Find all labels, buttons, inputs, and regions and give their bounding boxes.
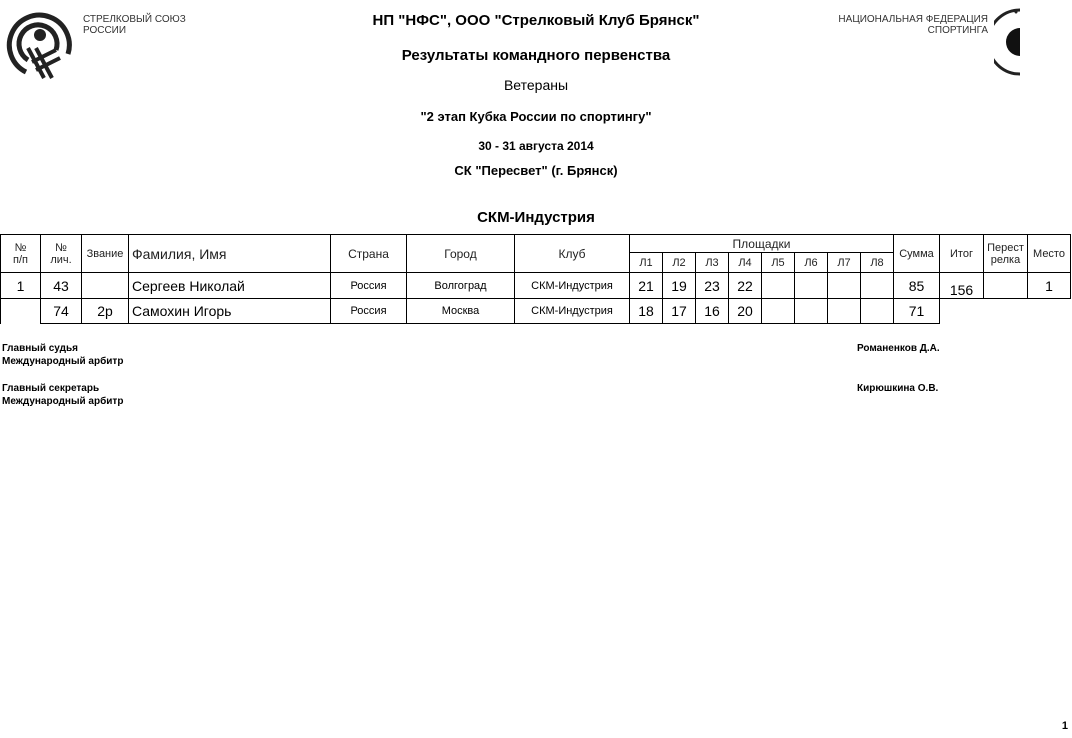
chief-judge-role: Главный судья (2, 343, 78, 354)
row-club: СКМ-Индустрия (515, 273, 630, 299)
event-name: "2 этап Кубка России по спортингу" (420, 109, 652, 124)
row-city: Москва (407, 299, 515, 324)
row-score (861, 273, 894, 299)
row-score (762, 273, 795, 299)
col-header-name: Фамилия, Имя (129, 235, 331, 273)
page-number: 1 (1061, 720, 1068, 732)
row-club: СКМ-Индустрия (515, 299, 630, 324)
col-header-shootoff (984, 235, 1028, 273)
row-score: 18 (630, 299, 663, 324)
org-left-line2: РОССИИ (83, 25, 127, 36)
col-shootoff-line2: релка (990, 253, 1021, 266)
row-license: 43 (41, 273, 82, 299)
results-table (0, 234, 1071, 324)
chief-secretary-block (2, 382, 123, 408)
org-right-line2: СПОРТИНГА (927, 25, 988, 36)
col-header-club: Клуб (515, 235, 630, 273)
row-score: 17 (663, 299, 696, 324)
row-name: Самохин Игорь (129, 299, 331, 324)
col-header-country: Страна (331, 235, 407, 273)
col-shootoff-line1: Перест (987, 241, 1024, 254)
site-header: Л1 (630, 253, 663, 273)
site-header: Л4 (729, 253, 762, 273)
site-header: Л2 (663, 253, 696, 273)
chief-secretary-title: Международный арбитр (2, 396, 124, 407)
site-header: Л6 (795, 253, 828, 273)
row-score: 22 (729, 273, 762, 299)
row-score (861, 299, 894, 324)
row-name: Сергеев Николай (129, 273, 331, 299)
row-city: Волгоград (407, 273, 515, 299)
row-score (795, 299, 828, 324)
row-country: Россия (331, 299, 407, 324)
row-empty (1028, 299, 1071, 324)
row-sum: 71 (894, 299, 940, 324)
row-empty (940, 299, 984, 324)
org-right-line1: НАЦИОНАЛЬНАЯ ФЕДЕРАЦИЯ (838, 14, 988, 25)
row-empty (984, 299, 1028, 324)
row-total: 156 (940, 273, 984, 299)
row-score: 23 (696, 273, 729, 299)
chief-judge-name: Романенков Д.А. (857, 343, 940, 354)
table-row (1, 273, 1071, 299)
row-license: 74 (41, 299, 82, 324)
row-rank: 2р (82, 299, 129, 324)
row-score: 21 (630, 273, 663, 299)
table-row (1, 299, 1071, 324)
organizer-title: НП "НФС", ООО "Стрелковый Клуб Брянск" (372, 12, 700, 29)
row-country: Россия (331, 273, 407, 299)
col-header-license (41, 235, 82, 273)
header-row-top (1, 235, 1071, 253)
col-header-no (1, 235, 41, 273)
category-label: Ветераны (503, 77, 569, 93)
site-header: Л3 (696, 253, 729, 273)
row-score: 16 (696, 299, 729, 324)
team-name: СКМ-Индустрия (477, 209, 595, 226)
row-score: 20 (729, 299, 762, 324)
site-header: Л7 (828, 253, 861, 273)
page-title: Результаты командного первенства (401, 47, 671, 64)
chief-secretary-role: Главный секретарь (2, 383, 100, 394)
col-header-place: Место (1028, 235, 1071, 273)
row-no (1, 299, 41, 324)
org-left-line1: СТРЕЛКОВЫЙ СОЮЗ (83, 14, 186, 25)
row-score (762, 299, 795, 324)
col-lic-line1: № (55, 241, 67, 254)
row-sum: 85 (894, 273, 940, 299)
col-header-rank: Звание (82, 235, 129, 273)
event-dates: 30 - 31 августа 2014 (478, 139, 594, 153)
col-header-total: Итог (940, 235, 984, 273)
col-header-sites: Площадки (630, 235, 894, 253)
site-header: Л5 (762, 253, 795, 273)
row-no: 1 (1, 273, 41, 299)
col-header-sum: Сумма (894, 235, 940, 273)
event-venue: СК "Пересвет" (г. Брянск) (454, 163, 618, 178)
chief-judge-title: Международный арбитр (2, 356, 124, 367)
row-score (828, 299, 861, 324)
site-header: Л8 (861, 253, 894, 273)
row-rank (82, 273, 129, 299)
row-score (828, 273, 861, 299)
row-score (795, 273, 828, 299)
row-score: 19 (663, 273, 696, 299)
col-header-city: Город (407, 235, 515, 273)
chief-judge-block (2, 342, 123, 368)
col-lic-line2: лич. (50, 253, 72, 266)
col-no-line2: п/п (13, 253, 28, 266)
chief-secretary-name: Кирюшкина О.В. (857, 383, 939, 394)
row-shootoff (984, 273, 1028, 299)
col-no-line1: № (14, 241, 27, 254)
row-place: 1 (1028, 273, 1071, 299)
